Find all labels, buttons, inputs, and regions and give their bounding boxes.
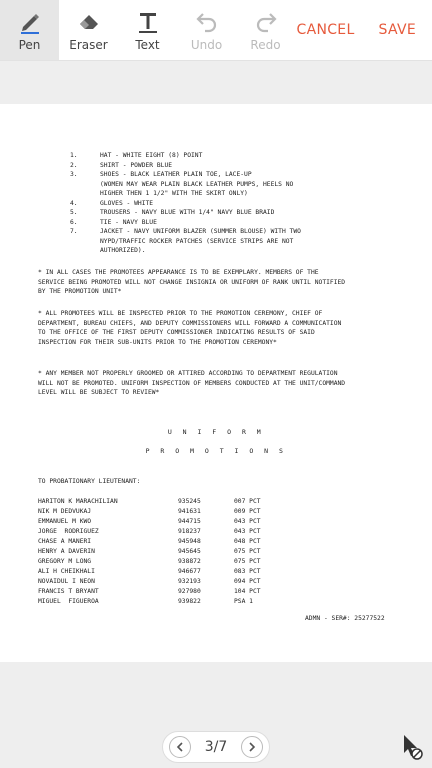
list-item-number: 6. [70,218,78,226]
document-page[interactable] [0,104,432,662]
pen-tool-label: Pen [18,38,41,52]
roster-row [38,537,261,547]
undo-label: Undo [190,38,223,52]
text-tool-label: Text [135,38,160,52]
roster-name: FRANCIS T BRYANT [38,588,99,595]
pen-icon [17,8,43,34]
list-item-number: 7. [70,228,78,235]
chevron-right-icon [247,742,257,752]
uniform-list-item [70,170,301,180]
roster-tax-id: 946677 [178,568,201,575]
list-item-text: JACKET - NAVY UNIFORM BLAZER (SUMMER BLOUSE) WITH TWO [100,228,301,235]
roster-row [38,527,261,537]
roster-name: ALI H CHEIKHALI [38,568,95,575]
roster-command: 104 PCT [234,588,261,595]
uniform-list-item [70,199,301,209]
uniform-list-item [70,189,301,199]
list-item-text: HIGHER THEN 1 1/2" WITH THE SKIRT ONLY) [100,190,248,197]
undo-button[interactable] [177,0,236,60]
uniform-heading: U N I F O R M [167,428,265,436]
uniform-list-item [70,227,301,237]
roster-row [38,517,261,527]
promotion-roster [38,497,261,607]
redo-button[interactable] [236,0,295,60]
roster-name: NIK M DEDVUKAJ [38,508,92,515]
roster-tax-id: 918237 [178,528,201,535]
page-indicator: 3/7 [204,739,228,755]
undo-icon [194,8,220,34]
roster-name: EMMANUEL M KWO [38,518,92,525]
grooming-paragraph: * ANY MEMBER NOT PROPERLY GROOMED OR ATTIRED ACCORDING TO DEPARTMENT REGULATION WILL NOT BE PROMOTED. UNIFORM INSPECTION OF MEMBERS CONDUCTED AT THE UNIT/COMMAND LEVEL WILL BE SUBJECT TO REVIEW* [38,370,346,396]
list-item-text: AUTHORIZED). [100,247,146,254]
list-item-text: (WOMEN MAY WEAR PLAIN BLACK LEATHER PUMPS, HEELS NO [100,180,294,188]
roster-command: 075 PCT [234,558,261,565]
save-button[interactable]: SAVE [378,22,416,38]
list-item-text: GLOVES - WHITE [100,199,154,207]
uniform-list-item [70,246,301,256]
text-tool-button[interactable] [118,0,177,60]
previous-page-button[interactable] [169,736,191,758]
text-icon [135,8,161,34]
roster-tax-id: 945948 [178,538,201,545]
roster-tax-id: 935245 [178,498,201,505]
roster-tax-id: 927980 [178,588,201,595]
list-item-text: NYPD/TRAFFIC ROCKER PATCHES (SERVICE STRIPS ARE NOT [100,237,294,245]
list-item-number: 3. [70,171,78,178]
list-item-number [70,246,100,256]
roster-command: 048 PCT [234,538,261,545]
roster-name: NOVAIDUL I NEON [38,578,95,585]
uniform-list-item [70,180,301,190]
roster-name: GREGORY M LONG [38,558,92,565]
list-item-number [70,180,100,190]
roster-name: HENRY A DAVERIN [38,548,95,555]
roster-row [38,567,261,577]
roster-title: TO PROBATIONARY LIEUTENANT: [38,478,141,485]
list-item-text: SHIRT - POWDER BLUE [100,161,173,169]
list-item-number: 4. [70,199,78,207]
roster-row [38,497,261,507]
cancel-button[interactable]: CANCEL [296,22,355,38]
roster-command: 009 PCT [234,508,261,515]
roster-name: JORGE RODRIGUEZ [38,528,99,535]
roster-tax-id: 939822 [178,598,201,605]
roster-row [38,587,261,597]
roster-name: MIGUEL FIGUEROA [38,598,99,605]
eraser-tool-label: Eraser [69,38,108,52]
appearance-paragraph: * IN ALL CASES THE PROMOTEES APPEARANCE IS TO BE EXEMPLARY. MEMBERS OF THE SERVICE BEING PROMOTED WILL NOT CHANGE INSIGNIA OR UNIFORM OF RANK UNTIL NOTIFIED BY THE PROMOTION UNIT* [38,269,346,295]
list-item-text: TROUSERS - NAVY BLUE WITH 1/4" NAVY BLUE BRAID [100,209,275,216]
inspection-paragraph: * ALL PROMOTEES WILL BE INSPECTED PRIOR TO THE PROMOTION CEREMONY, CHIEF OF DEPARTMENT, BUREAU CHIEFS, AND DEPUTY COMMISSIONERS WILL FORWARD A COMMUNICATION TO THE OFFICE OF THE FIRST DEPUTY COMMISSIONER INDICATING RESULTS OF SAID INSPECTION FOR THEIR SUB-UNITS PRIOR TO THE PROMOTION CEREMONY* [38,310,342,346]
list-item-number [70,237,100,247]
roster-name: HARITON K MARACHILIAN [38,498,118,505]
canvas-margin [0,61,432,104]
list-item-number: 1. [70,152,78,159]
list-item-number: 2. [70,161,78,169]
roster-tax-id: 932193 [178,578,201,585]
roster-tax-id: 938872 [178,558,201,565]
roster-tax-id: 941631 [178,508,201,515]
roster-row [38,597,261,607]
serial-reference: ADMN - SER#: 25277522 [305,615,385,622]
eraser-tool-button[interactable] [59,0,118,60]
eraser-icon [76,8,102,34]
roster-command: 094 PCT [234,578,261,585]
redo-icon [253,8,279,34]
page-navigator [162,731,270,763]
toolbar-actions [297,0,432,60]
uniform-list-item [70,161,301,171]
roster-command: 007 PCT [234,498,261,505]
roster-row [38,577,261,587]
roster-row [38,547,261,557]
redo-label: Redo [250,38,281,52]
roster-row [38,507,261,517]
roster-command: 043 PCT [234,518,261,525]
pointer-mode-icon[interactable] [398,731,424,761]
list-item-number [70,189,100,199]
uniform-list-item [70,237,301,247]
pen-tool-button[interactable] [0,0,59,60]
roster-command: 075 PCT [234,548,261,555]
roster-row [38,557,261,567]
next-page-button[interactable] [241,736,263,758]
list-item-number: 5. [70,209,78,216]
roster-name: CHASE A MANERI [38,538,92,545]
uniform-list-item [70,151,301,161]
roster-tax-id: 944715 [178,518,201,525]
uniform-list-item [70,218,301,228]
roster-command: 043 PCT [234,528,261,535]
chevron-left-icon [175,742,185,752]
list-item-text: SHOES - BLACK LEATHER PLAIN TOE, LACE-UP [100,171,252,178]
promotions-heading: P R O M O T I O N S [145,447,287,455]
uniform-list-item [70,208,301,218]
annotation-toolbar [0,0,432,61]
uniform-list [70,151,301,256]
list-item-text: HAT - WHITE EIGHT (8) POINT [100,152,203,159]
roster-command: 083 PCT [234,568,261,575]
list-item-text: TIE - NAVY BLUE [100,218,157,226]
roster-command: PSA 1 [234,598,253,605]
roster-tax-id: 945645 [178,548,201,555]
